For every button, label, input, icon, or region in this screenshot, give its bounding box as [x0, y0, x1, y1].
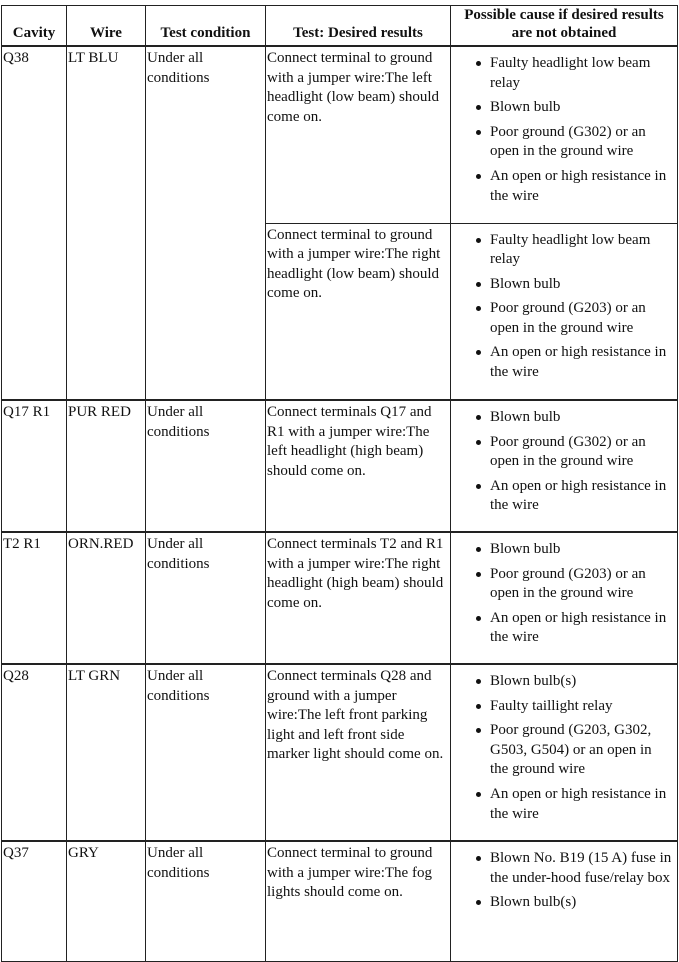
- condition-cell: Under all conditions: [146, 841, 266, 961]
- cause-item: Blown bulb: [490, 98, 673, 118]
- cause-list: [451, 54, 673, 206]
- cause-item: Faulty headlight low beam relay: [490, 54, 673, 93]
- header-wire: Wire: [67, 6, 146, 47]
- header-desired-results: Test: Desired results: [266, 6, 451, 47]
- header-cavity: Cavity: [2, 6, 67, 47]
- cause-item: Blown bulb: [490, 408, 673, 428]
- cause-list: [451, 540, 673, 648]
- condition-cell: Under all conditions: [146, 46, 266, 400]
- wire-cell: LT BLU: [67, 46, 146, 400]
- cause-item: Faulty headlight low beam relay: [490, 231, 673, 270]
- cause-list: [451, 231, 673, 383]
- header-possible-cause: Possible cause if desired results are not obtained: [451, 6, 678, 47]
- diagnostic-table: [1, 5, 678, 962]
- desired-result-cell: Connect terminals T2 and R1 with a jumper wire:The right headlight (high beam) should come on.: [266, 532, 451, 664]
- cause-item: Poor ground (G302) or an open in the ground wire: [490, 123, 673, 162]
- cavity-cell: Q17 R1: [2, 400, 67, 532]
- cause-list: [451, 849, 673, 913]
- cause-item: Blown bulb(s): [490, 672, 673, 692]
- cavity-cell: T2 R1: [2, 532, 67, 664]
- desired-result-cell: Connect terminal to ground with a jumper wire:The right headlight (low beam) should come on.: [266, 223, 451, 400]
- header-test-condition: Test condition: [146, 6, 266, 47]
- table-row: [2, 664, 678, 841]
- cause-cell: [451, 223, 678, 400]
- table-row: [2, 532, 678, 664]
- wire-cell: ORN.RED: [67, 532, 146, 664]
- table-row: [2, 46, 678, 223]
- cause-item: Blown bulb: [490, 275, 673, 295]
- cause-item: An open or high resistance in the wire: [490, 477, 673, 516]
- cause-item: Poor ground (G203) or an open in the ground wire: [490, 565, 673, 604]
- cavity-cell: Q28: [2, 664, 67, 841]
- cause-item: An open or high resistance in the wire: [490, 785, 673, 824]
- cause-item: An open or high resistance in the wire: [490, 343, 673, 382]
- table-row: [2, 400, 678, 532]
- cause-item: Blown No. B19 (15 A) fuse in the under-hood fuse/relay box: [490, 849, 673, 888]
- cause-item: An open or high resistance in the wire: [490, 609, 673, 648]
- cause-item: Poor ground (G203, G302, G503, G504) or an open in the ground wire: [490, 721, 673, 780]
- condition-cell: Under all conditions: [146, 664, 266, 841]
- cause-item: Poor ground (G302) or an open in the ground wire: [490, 433, 673, 472]
- cause-item: Blown bulb: [490, 540, 673, 560]
- cause-list: [451, 408, 673, 516]
- cause-cell: [451, 400, 678, 532]
- cause-cell: [451, 46, 678, 223]
- cause-cell: [451, 664, 678, 841]
- cause-cell: [451, 532, 678, 664]
- cause-item: Faulty taillight relay: [490, 697, 673, 717]
- wire-cell: PUR RED: [67, 400, 146, 532]
- wire-cell: LT GRN: [67, 664, 146, 841]
- desired-result-cell: Connect terminals Q28 and ground with a jumper wire:The left front parking light and left front side marker light should come on.: [266, 664, 451, 841]
- desired-result-cell: Connect terminal to ground with a jumper wire:The left headlight (low beam) should come on.: [266, 46, 451, 223]
- condition-cell: Under all conditions: [146, 532, 266, 664]
- cause-item: Poor ground (G203) or an open in the ground wire: [490, 299, 673, 338]
- cause-item: An open or high resistance in the wire: [490, 167, 673, 206]
- cause-list: [451, 672, 673, 824]
- header-row: [2, 6, 678, 47]
- cause-cell: [451, 841, 678, 961]
- cause-item: Blown bulb(s): [490, 893, 673, 913]
- desired-result-cell: Connect terminals Q17 and R1 with a jumper wire:The left headlight (high beam) should come on.: [266, 400, 451, 532]
- cavity-cell: Q38: [2, 46, 67, 400]
- table-row: [2, 841, 678, 961]
- desired-result-cell: Connect terminal to ground with a jumper wire:The fog lights should come on.: [266, 841, 451, 961]
- cavity-cell: Q37: [2, 841, 67, 961]
- wire-cell: GRY: [67, 841, 146, 961]
- condition-cell: Under all conditions: [146, 400, 266, 532]
